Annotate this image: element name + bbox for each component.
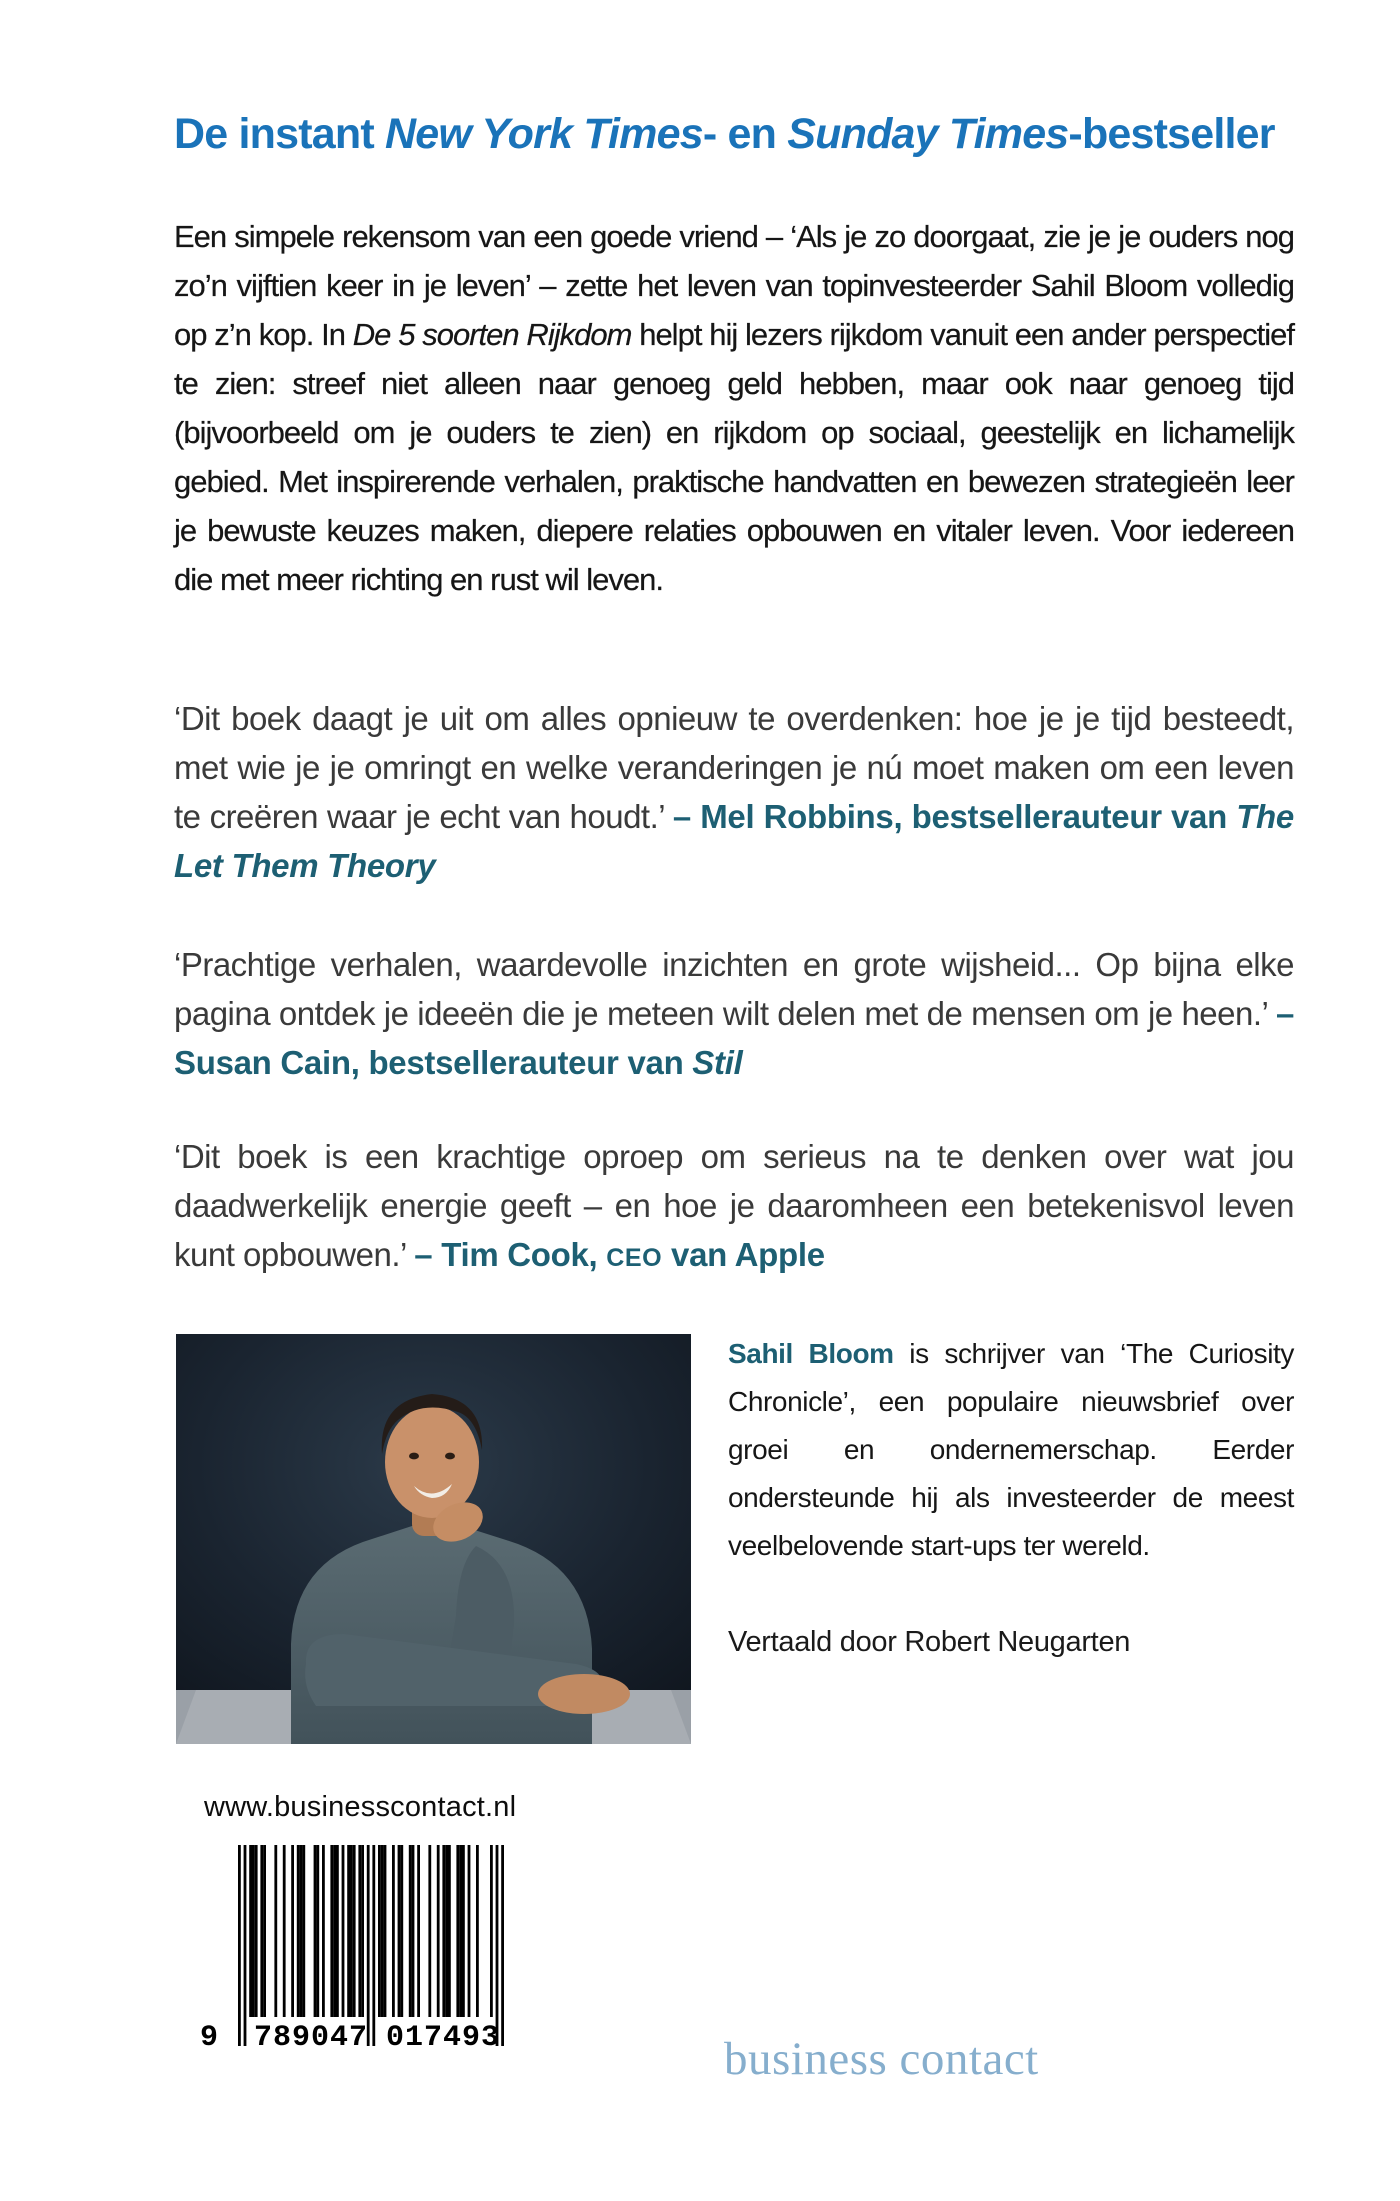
text-segment: -bestseller bbox=[1068, 110, 1275, 158]
eye-right bbox=[445, 1453, 455, 1460]
text-segment: Een simpele rekensom van een goede vriend – ‘Als je zo doorgaat, zie je je ouders nog zo’n vijftien keer in je leven’ – zette het leven van topinvesteerder Sahil Bloom volledig op z’n kop. In bbox=[174, 219, 1294, 352]
translator-credit: Vertaald door Robert Neugarten bbox=[728, 1626, 1131, 1658]
text-segment: The Let Them Theory bbox=[174, 798, 1294, 884]
eye-left bbox=[409, 1453, 419, 1460]
quote-tim-cook bbox=[174, 1132, 1294, 1283]
text-segment: van Apple bbox=[662, 1236, 825, 1273]
text-segment: Sahil Bloom bbox=[728, 1338, 894, 1369]
face bbox=[385, 1406, 479, 1518]
publisher-logo: business contact bbox=[724, 2033, 1039, 2085]
text-segment: – Tim Cook, bbox=[414, 1236, 607, 1273]
text-segment: is schrijver van ‘The Curiosity Chronicle’, een populaire nieuwsbrief over groei en ondernemerschap. Eerder ondersteunde hij als investeerder de meest veelbelovende start-ups ter wereld. bbox=[728, 1338, 1294, 1561]
text-segment: Stil bbox=[692, 1044, 743, 1081]
text-segment: ‘Dit boek is een krachtige oproep om serieus na te denken over wat jou daadwerkelijk energie geeft – en hoe je daaromheen een betekenisvol leven kunt opbouwen.’ bbox=[174, 1138, 1294, 1273]
text-segment: – Susan Cain, bestsellerauteur van bbox=[174, 995, 1294, 1081]
author-bio bbox=[728, 1330, 1294, 1570]
text-segment: – Mel Robbins, bestsellerauteur van bbox=[672, 798, 1237, 835]
isbn-barcode bbox=[200, 1845, 530, 2055]
text-segment: De instant bbox=[174, 110, 386, 158]
quote-mel-robbins bbox=[174, 694, 1294, 890]
text-segment: - en bbox=[702, 110, 788, 158]
author-portrait-photo bbox=[176, 1334, 691, 1744]
text-segment: ‘Prachtige verhalen, waardevolle inzichten en grote wijsheid... Op bijna elke pagina ontdek je ideeën die je meteen wilt delen met de mensen om je heen.’ bbox=[174, 946, 1294, 1032]
barcode-digit-group: 9 bbox=[200, 2021, 220, 2055]
barcode-digit-group: 017493 bbox=[386, 2021, 501, 2055]
bestseller-headline bbox=[174, 110, 1314, 159]
text-segment: Sunday Times bbox=[787, 110, 1069, 158]
publisher-website: www.businesscontact.nl bbox=[204, 1791, 517, 1823]
text-segment: helpt hij lezers rijkdom vanuit een ander perspectief te zien: streef niet alleen naar genoeg geld hebben, maar ook naar genoeg tijd (bijvoorbeeld om je ouders te zien) en rijkdom op sociaal, geestelijk en lichamelijk gebied. Met inspirerende verhalen, praktische handvatten en bewezen strategieën leer je bewuste keuzes maken, diepere relaties opbouwen en vitaler leven. Voor iedereen die met meer richting en rust wil leven. bbox=[174, 317, 1295, 597]
text-segment: CEO bbox=[606, 1244, 663, 1272]
quote-susan-cain bbox=[174, 940, 1294, 1087]
text-segment: ‘Dit boek daagt je uit om alles opnieuw te overdenken: hoe je je tijd besteedt, met wie je je omringt en welke veranderingen je nú moet maken om een leven te creëren waar je echt van houdt.’ bbox=[174, 700, 1294, 835]
hand-on-table bbox=[538, 1674, 630, 1714]
text-segment: New York Times bbox=[385, 110, 703, 158]
text-segment: De 5 soorten Rijkdom bbox=[352, 317, 632, 352]
barcode-digit-group: 789047 bbox=[254, 2021, 369, 2055]
book-description bbox=[174, 212, 1294, 604]
